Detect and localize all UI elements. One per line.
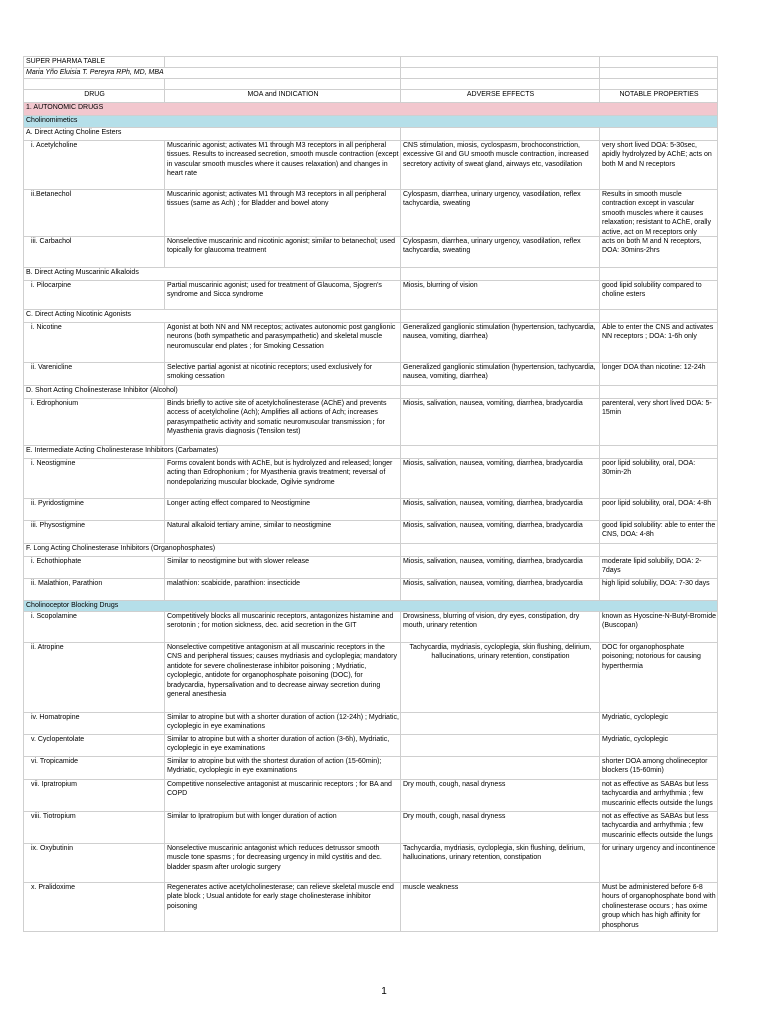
subgroup-heading-a: A. Direct Acting Choline Esters xyxy=(24,128,401,141)
drug-name: i. Scopolamine xyxy=(24,612,165,643)
drug-name: i. Neostigmine xyxy=(24,459,165,499)
notable-properties-cell: good lipid solubility compared to choline esters xyxy=(600,281,718,310)
table-row xyxy=(24,844,718,883)
moa-cell: Similar to atropine but with a shorter duration of action (3-6h), Mydriatic, cycloplegic in eye examinations xyxy=(165,735,401,757)
table-row xyxy=(24,190,718,237)
table-row xyxy=(24,459,718,499)
notable-properties-cell: good lipid solubility: able to enter the CNS, DOA: 4-8h xyxy=(600,521,718,544)
moa-cell: Competitively blocks all muscarinic receptors, antagonizes histamine and serotonin ; for motion sickness, dec. acid secretion in the GIT xyxy=(165,612,401,643)
moa-cell: Longer acting effect compared to Neostigmine xyxy=(165,499,401,521)
drug-name: x. Pralidoxime xyxy=(24,883,165,932)
adverse-effects-cell: Drowsiness, blurring of vision, dry eyes, constipation, dry mouth, urinary retention xyxy=(401,612,600,643)
table-row xyxy=(24,812,718,844)
notable-properties-cell: parenteral, very short lived DOA: 5-15min xyxy=(600,399,718,446)
moa-cell: Similar to atropine but with a shorter duration of action (12-24h) ; Mydriatic, cycloplegic in eye examinations xyxy=(165,713,401,735)
notable-properties-cell: not as effective as SABAs but less tachycardia and arrhythmia ; few muscarinic effects outside the lungs xyxy=(600,780,718,812)
table-title: SUPER PHARMA TABLE xyxy=(24,57,165,68)
adverse-effects-cell: Miosis, salivation, nausea, vomiting, diarrhea, bradycardia xyxy=(401,557,600,579)
table-row xyxy=(24,883,718,932)
drug-name: iv. Homatropine xyxy=(24,713,165,735)
table-row xyxy=(24,237,718,268)
adverse-effects-cell: Miosis, salivation, nausea, vomiting, diarrhea, bradycardia xyxy=(401,521,600,544)
subgroup-heading-b: B. Direct Acting Muscarinic Alkaloids xyxy=(24,268,401,281)
notable-properties-cell: poor lipid solubility, oral, DOA: 30min-2h xyxy=(600,459,718,499)
drug-name: ii. Varenicline xyxy=(24,363,165,386)
adverse-effects-cell: CNS stimulation, miosis, cyclospasm, brochoconstriction, excessive GI and GU smooth muscle contraction, increased secretory activity of sweat gland, airways etc, vasodilation xyxy=(401,141,600,190)
moa-cell: Regenerates active acetylcholinesterase; can relieve skeletal muscle end plate block ; Usual antidote for early stage cholinesterase inhibitor poisoning xyxy=(165,883,401,932)
notable-properties-cell: Mydriatic, cycloplegic xyxy=(600,735,718,757)
table-row xyxy=(24,499,718,521)
notable-properties-cell: acts on both M and N receptors, DOA: 30mins-2hrs xyxy=(600,237,718,268)
table-row xyxy=(24,735,718,757)
moa-cell: Similar to neostigmine but with slower release xyxy=(165,557,401,579)
notable-properties-cell: not as effective as SABAs but less tachycardia and arrhythmia ; few muscarinic effects outside the lungs xyxy=(600,812,718,844)
drug-name: i. Pilocarpine xyxy=(24,281,165,310)
adverse-effects-cell xyxy=(401,735,600,757)
drug-name: i. Nicotine xyxy=(24,323,165,363)
table-row xyxy=(24,521,718,544)
moa-cell: Muscarinic agonist; activates M1 through M3 receptors in all peripheral tissues (same as Ach) ; for Bladder and bowel atony xyxy=(165,190,401,237)
moa-cell: Similar to Ipratropium but with longer duration of action xyxy=(165,812,401,844)
notable-properties-cell: known as Hyoscine-N-Butyl-Bromide (Buscopan) xyxy=(600,612,718,643)
adverse-effects-cell: Miosis, salivation, nausea, vomiting, diarrhea, bradycardia xyxy=(401,459,600,499)
adverse-effects-cell: Cylospasm, diarrhea, urinary urgency, vasodilation, reflex tachycardia, sweating xyxy=(401,237,600,268)
group-heading-cholinomimetics: Cholinomimetics xyxy=(24,116,718,128)
section-heading: 1. AUTONOMIC DRUGS xyxy=(24,103,718,116)
notable-properties-cell: Able to enter the CNS and activates NN receptors ; DOA: 1-6h only xyxy=(600,323,718,363)
table-row xyxy=(24,141,718,190)
adverse-effects-cell: Miosis, salivation, nausea, vomiting, diarrhea, bradycardia xyxy=(401,499,600,521)
table-row xyxy=(24,579,718,601)
adverse-effects-cell: Generalized ganglionic stimulation (hypertension, tachycardia, nausea, vomiting, diarrhea) xyxy=(401,323,600,363)
drug-name: i. Edrophonium xyxy=(24,399,165,446)
notable-properties-cell: shorter DOA among cholineceptor blockers (15-60min) xyxy=(600,757,718,780)
drug-name: v. Cyclopentolate xyxy=(24,735,165,757)
notable-properties-cell: high lipid solubiliy, DOA: 7-30 days xyxy=(600,579,718,601)
drug-name: ii.Betanechol xyxy=(24,190,165,237)
author-line: Maria Yño Eluisia T. Pereyra RPh, MD, MBA xyxy=(24,68,401,79)
adverse-effects-cell: Miosis, salivation, nausea, vomiting, diarrhea, bradycardia xyxy=(401,579,600,601)
adverse-effects-cell: Miosis, salivation, nausea, vomiting, diarrhea, bradycardia xyxy=(401,399,600,446)
adverse-effects-cell: Dry mouth, cough, nasal dryness xyxy=(401,812,600,844)
header-moa: MOA and INDICATION xyxy=(165,90,401,103)
moa-cell: Agonist at both NN and NM receptos; activates autonomic post ganglionic neurons (both sympathetic and parasympathetic) and skeletal muscle neuromuscular end plates ; for Smoking Cessation xyxy=(165,323,401,363)
table-row xyxy=(24,399,718,446)
table-row xyxy=(24,612,718,643)
adverse-effects-cell: Generalized ganglionic stimulation (hypertension, tachycardia, nausea, vomiting, diarrhea) xyxy=(401,363,600,386)
notable-properties-cell: Results in smooth muscle contraction except in vascular smooth muscles where it causes relaxation; resistant to AChE, orally active, act on M receptors only xyxy=(600,190,718,237)
moa-cell: Binds briefly to active site of acetylcholinesterase (AChE) and prevents access of acetylcholine (Ach); Amplifies all actions of Ach; increases parasympathetic activity and somatic neuromuscular transmission ; for Myasthenia gravis diagnosis (Tensilon test) xyxy=(165,399,401,446)
subgroup-heading-f: F. Long Acting Cholinesterase Inhibitors (Organophosphates) xyxy=(24,544,401,557)
moa-cell: Similar to atropine but with the shortest duration of action (15-60min); Mydriatic, cycloplegic in eye examinations xyxy=(165,757,401,780)
drug-name: vii. Ipratropium xyxy=(24,780,165,812)
moa-cell: malathion: scabicide, parathion: insecticide xyxy=(165,579,401,601)
moa-cell: Nonselective muscarinic and nicotinic agonist; similar to betanechol; used topically for glaucoma treatment xyxy=(165,237,401,268)
adverse-effects-cell xyxy=(401,757,600,780)
header-drug: DRUG xyxy=(24,90,165,103)
drug-name: i. Acetylcholine xyxy=(24,141,165,190)
moa-cell: Nonselective competitive antagonism at all muscarinic receptors in the CNS and peripheral tissues; causes mydriasis and cycloplegia; mandatory antidote for severe cholinesterase inhibitor poisoning ; Mydriatic, cycloplegic, antidote for organophosphate poisoning (DOC), for bradycardia, hypersalivation and to decrease airway secretion during general anesthesia xyxy=(165,643,401,713)
table-row xyxy=(24,713,718,735)
header-adverse: ADVERSE EFFECTS xyxy=(401,90,600,103)
table-row xyxy=(24,780,718,812)
adverse-effects-cell: Cylospasm, diarrhea, urinary urgency, vasodilation, reflex tachycardia, sweating xyxy=(401,190,600,237)
table-row xyxy=(24,363,718,386)
drug-name: ii. Atropine xyxy=(24,643,165,713)
drug-name: ii. Malathion, Parathion xyxy=(24,579,165,601)
notable-properties-cell: moderate lipid solubiliy, DOA: 2-7days xyxy=(600,557,718,579)
subgroup-heading-d: D. Short Acting Cholinesterase Inhibitor (Alcohol) xyxy=(24,386,401,399)
group-heading-blockers: Cholinoceptor Blocking Drugs xyxy=(24,601,718,612)
notable-properties-cell: Mydriatic, cycloplegic xyxy=(600,713,718,735)
table-row xyxy=(24,281,718,310)
pharma-table xyxy=(23,56,718,932)
subgroup-heading-e: E. Intermediate Acting Cholinesterase Inhibitors (Carbamates) xyxy=(24,446,401,459)
moa-cell: Partial muscarinic agonist; used for treatment of Glaucoma, Sjogren's syndrome and Sicca syndrome xyxy=(165,281,401,310)
moa-cell: Nonselective muscarinic antagonist which reduces detrussor smooth muscle tone spasms ; for decreasing urgency in mild cystitis and dec. bladder spasm after urologic surgery xyxy=(165,844,401,883)
notable-properties-cell: poor lipid solubility, oral, DOA: 4-8h xyxy=(600,499,718,521)
drug-name: ii. Pyridostigmine xyxy=(24,499,165,521)
moa-cell: Muscarinic agonist; activates M1 through M3 receptors in all peripheral tissues. Results to increased secretion, smooth muscle contraction (except in vascular smooth muscles where it causes relaxation) and changes in heart rate xyxy=(165,141,401,190)
adverse-effects-cell: Miosis, blurring of vision xyxy=(401,281,600,310)
moa-cell: Forms covalent bonds with AChE, but is hydrolyzed and released; longer acting than Edrophonium ; for Myasthenia gravis treatment; reversal of nondepolarizing muscular blockade, Ogilvie syndrome xyxy=(165,459,401,499)
adverse-effects-cell: Tachycardia, mydriasis, cycloplegia, skin flushing, delirium, hallucinations, urinary retention, constipation xyxy=(401,844,600,883)
table-row xyxy=(24,643,718,713)
drug-name: viii. Tiotropium xyxy=(24,812,165,844)
notable-properties-cell: very short lived DOA: 5-30sec, apidly hydrolyzed by AChE; acts on both M and N receptors xyxy=(600,141,718,190)
notable-properties-cell: Must be administered before 6-8 hours of organophosphate bond with cholinesterase occurs ; has oxime group which has high affinity for phosphorus xyxy=(600,883,718,932)
table-row xyxy=(24,323,718,363)
notable-properties-cell: DOC for organophosphate poisoning; notorious for causing hyperthermia xyxy=(600,643,718,713)
notable-properties-cell: longer DOA than nicotine: 12-24h xyxy=(600,363,718,386)
drug-name: vi. Tropicamide xyxy=(24,757,165,780)
drug-name: ix. Oxybutinin xyxy=(24,844,165,883)
drug-name: iii. Carbachol xyxy=(24,237,165,268)
moa-cell: Natural alkaloid tertiary amine, similar to neostigmine xyxy=(165,521,401,544)
drug-name: i. Echothiophate xyxy=(24,557,165,579)
adverse-effects-cell: Dry mouth, cough, nasal dryness xyxy=(401,780,600,812)
adverse-effects-cell xyxy=(401,713,600,735)
header-notable: NOTABLE PROPERTIES xyxy=(600,90,718,103)
subgroup-heading-c: C. Direct Acting Nicotinic Agonists xyxy=(24,310,401,323)
table-row xyxy=(24,757,718,780)
moa-cell: Competitive nonselective antagonist at muscarinic receptors ; for BA and COPD xyxy=(165,780,401,812)
table-row xyxy=(24,557,718,579)
drug-name: iii. Physostigmine xyxy=(24,521,165,544)
adverse-effects-cell: muscle weakness xyxy=(401,883,600,932)
moa-cell: Selective partial agonist at nicotinic receptors; used exclusively for smoking cessation xyxy=(165,363,401,386)
adverse-effects-cell: Tachycardia, mydriasis, cycloplegia, skin flushing, delirium, hallucinations, urinary retention, constipation xyxy=(401,643,600,713)
page-number: 1 xyxy=(381,986,387,997)
notable-properties-cell: for urinary urgency and incontinence xyxy=(600,844,718,883)
